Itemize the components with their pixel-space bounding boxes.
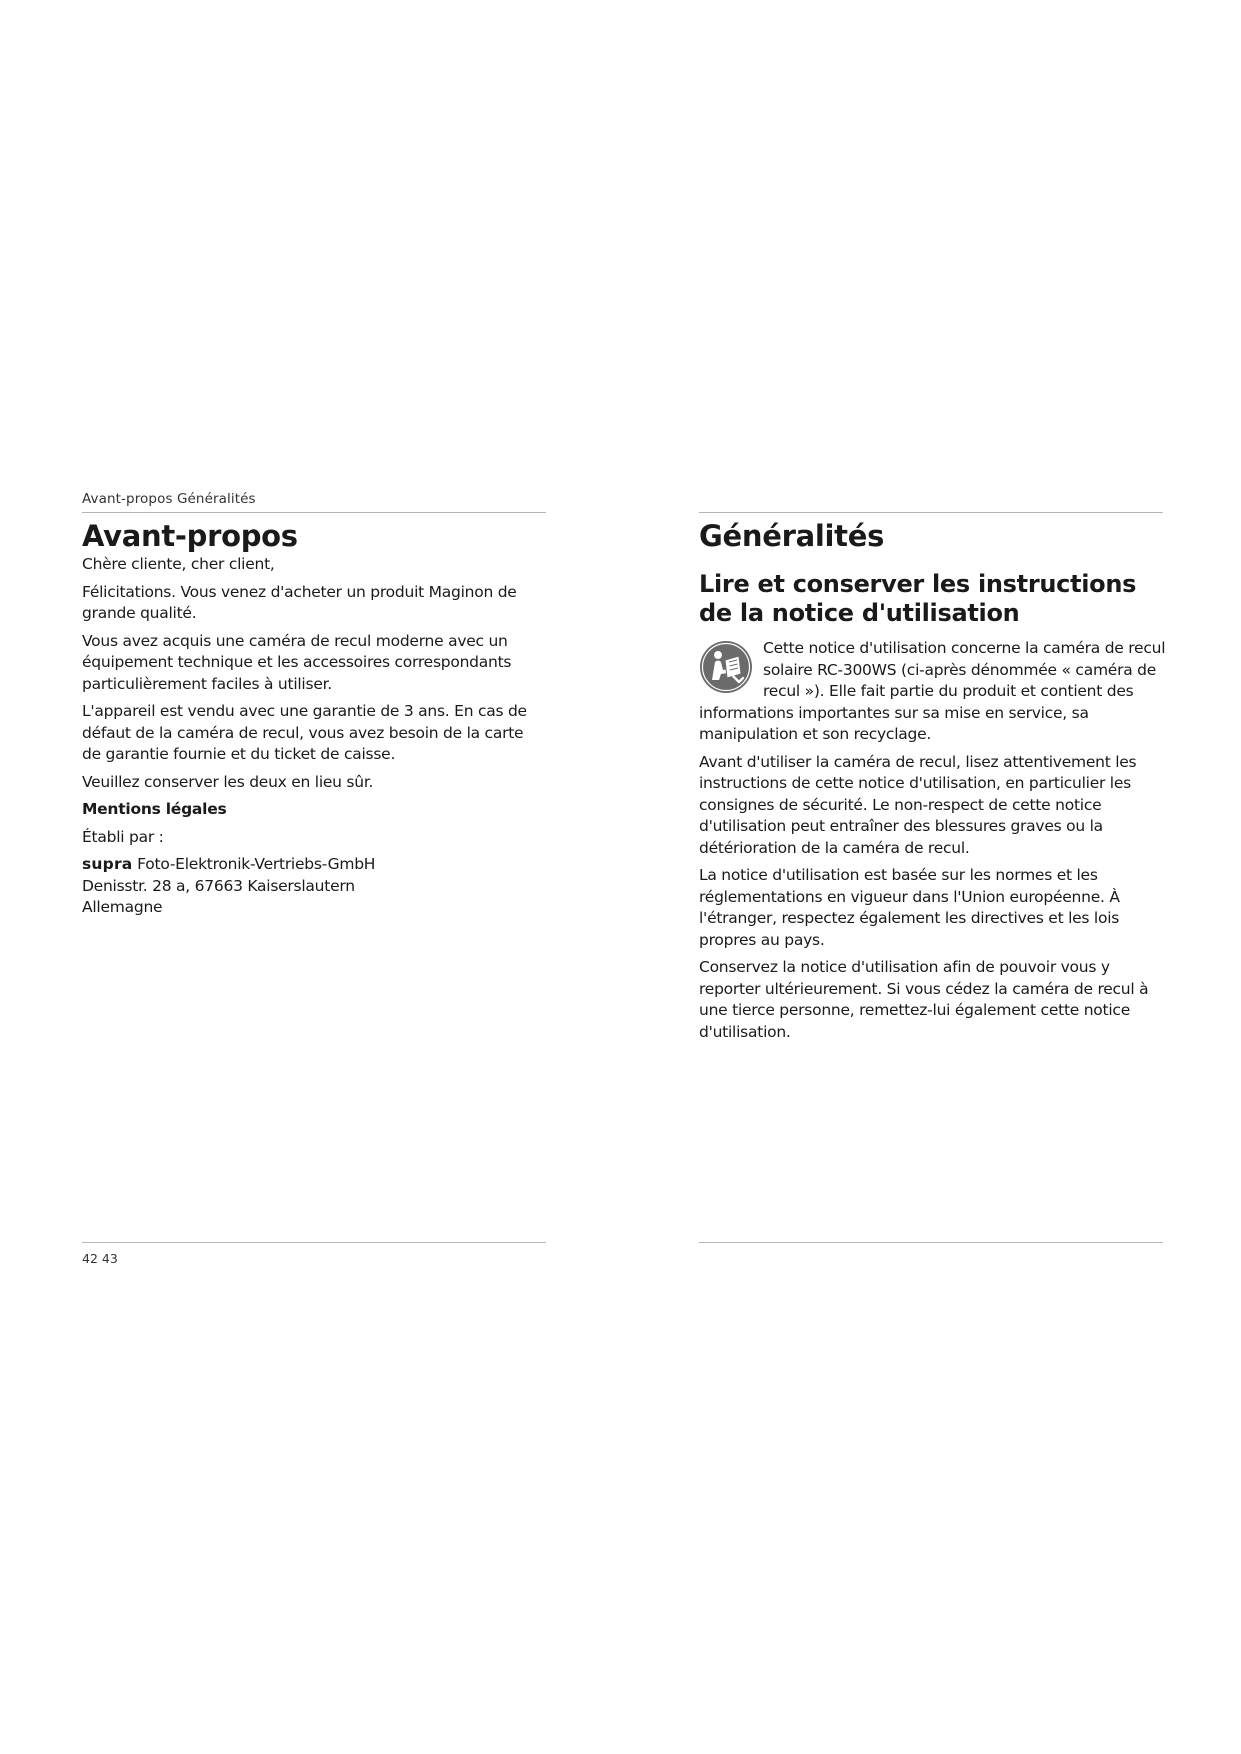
page-title-right: Généralités — [699, 519, 885, 553]
paragraph: Avant d'utiliser la caméra de recul, lisez attentivement les instructions de cette notice d'utilisation, en particulier les consignes de sécurité. Le non-respect de cette notice d'utilisation peut entraîner des blessures graves ou la détérioration de la caméra de recul. — [699, 752, 1137, 857]
page-numbers: 42 43 — [82, 1251, 118, 1266]
address-block — [82, 854, 546, 919]
paragraph: Vous avez acquis une caméra de recul moderne avec un équipement technique et les accessoires correspondants particulièrement faciles à utiliser. — [82, 631, 512, 693]
right-page — [699, 518, 1169, 1049]
top-rule-left — [82, 512, 546, 513]
salutation: Chère cliente, cher client, — [82, 555, 275, 573]
intro-block — [699, 638, 1169, 746]
bottom-rule-right — [699, 1242, 1163, 1243]
top-rule-right — [699, 512, 1163, 513]
paragraph: Félicitations. Vous venez d'acheter un produit Maginon de grande qualité. — [82, 582, 517, 622]
read-manual-icon — [699, 640, 753, 694]
established-by: Établi par : — [82, 827, 164, 846]
section-subtitle: Lire et conserver les instructions de la notice d'utilisation — [699, 570, 1137, 627]
address-country: Allemagne — [82, 898, 163, 916]
paragraph: Veuillez conserver les deux en lieu sûr. — [82, 772, 374, 791]
running-header: Avant-propos Généralités — [82, 491, 256, 507]
paragraph: L'appareil est vendu avec une garantie de 3 ans. En cas de défaut de la caméra de recul, vous avez besoin de la carte de garantie fournie et du ticket de caisse. — [82, 702, 527, 763]
intro-paragraph: Cette notice d'utilisation concerne la caméra de recul solaire RC-300WS (ci-après dénommée « caméra de recul »). Elle fait partie du produit et contient des informations importantes sur sa mise en service, sa manipulation et son recyclage. — [699, 639, 1166, 743]
legal-heading: Mentions légales — [82, 800, 227, 818]
paragraph: La notice d'utilisation est basée sur les normes et les réglementations en vigueur dans l'Union européenne. À l'étranger, respectez également les directives et les lois propres au pays. — [699, 866, 1120, 949]
brand-name: supra — [82, 855, 133, 873]
left-page — [82, 518, 546, 925]
paragraph: Conservez la notice d'utilisation afin de pouvoir vous y reporter ultérieurement. Si vous cédez la caméra de recul à une tierce personne, remettez-lui également cette notice d'utilisation. — [699, 958, 1149, 1041]
company-name: Foto-Elektronik-Vertriebs-GmbH — [132, 855, 376, 873]
address-street: Denisstr. 28 a, 67663 Kaiserslautern — [82, 876, 355, 895]
bottom-rule-left — [82, 1242, 546, 1243]
page-title-left: Avant-propos — [82, 519, 298, 553]
address-company-line — [82, 854, 546, 876]
